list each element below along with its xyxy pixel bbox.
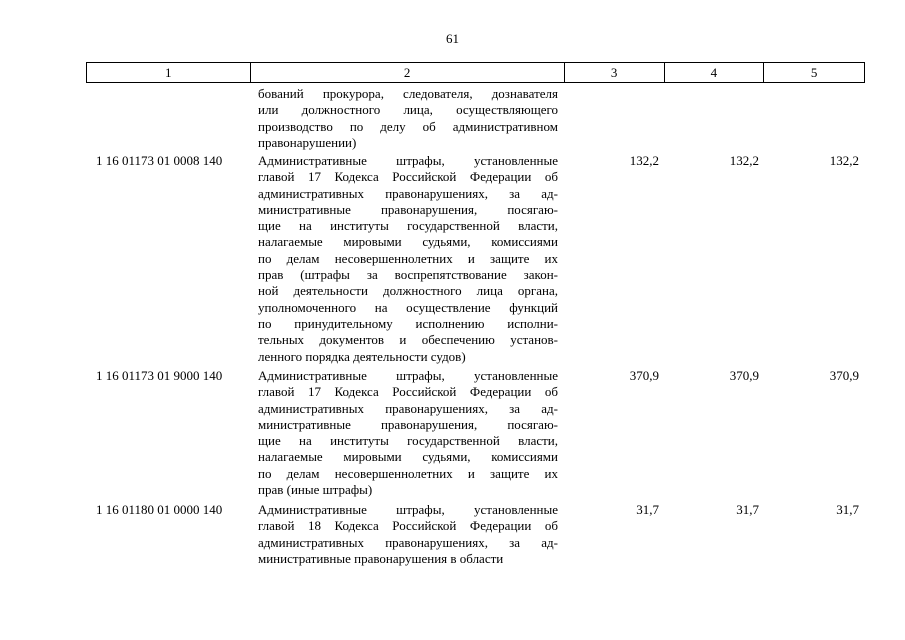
description-line: бований прокурора, следователя, дознавателя (258, 86, 558, 101)
description-line: министративные правонарушения, посягаю- (258, 201, 558, 217)
row-value-5: 31,7 (836, 502, 859, 517)
description-line: по делам несовершеннолетних и защите их (258, 465, 558, 481)
row-value-5: 370,9 (829, 368, 859, 383)
description-line: Административные штрафы, установленные (258, 368, 558, 383)
description-line: главой 18 Кодекса Российской Федерации об (258, 518, 558, 534)
description-line: производство по делу об административном (258, 118, 558, 134)
row-description (258, 153, 558, 365)
description-line: министративные правонарушения, посягаю- (258, 416, 558, 432)
column-header-5: 5 (810, 65, 818, 80)
description-line: налагаемые мировыми судьями, комиссиями (258, 234, 558, 250)
row-description (258, 368, 558, 498)
column-header-4: 4 (665, 63, 765, 82)
row-code: 1 16 01180 01 0000 140 (96, 502, 223, 517)
description-line: министративные правонарушения в области (258, 550, 504, 566)
row-value-4: 31,7 (736, 502, 759, 517)
description-line: главой 17 Кодекса Российской Федерации об (258, 384, 558, 400)
row-code: 1 16 01173 01 0008 140 (96, 153, 223, 168)
row-value-4: 132,2 (729, 153, 759, 168)
description-line: ленного порядка деятельности судов) (258, 348, 466, 364)
row-value-3: 132,2 (629, 153, 659, 168)
description-line: административных правонарушениях, за ад- (258, 534, 558, 550)
description-line: прав (штрафы за воспрепятствование закон- (258, 267, 558, 283)
column-header-3: 3 (565, 63, 665, 82)
description-line: налагаемые мировыми судьями, комиссиями (258, 449, 558, 465)
column-header-1: 1 (87, 63, 251, 82)
column-header-2: 2 (251, 63, 565, 82)
row-value-3: 31,7 (636, 502, 659, 517)
description-line: по принудительному исполнению исполни- (258, 315, 558, 331)
description-line: прав (иные штрафы) (258, 482, 373, 498)
row-value-5: 132,2 (829, 153, 859, 168)
description-line: Административные штрафы, установленные (258, 153, 558, 168)
description-line: Административные штрафы, установленные (258, 502, 558, 517)
description-line: или должностного лица, осуществляющего (258, 102, 558, 118)
description-line: ной деятельности должностного лица органа, (258, 283, 558, 299)
row-description (258, 502, 558, 567)
row-value-3: 370,9 (629, 368, 659, 383)
description-line: тельных документов и обеспечению установ- (258, 332, 558, 348)
description-line: главой 17 Кодекса Российской Федерации об (258, 169, 558, 185)
description-line: административных правонарушениях, за ад- (258, 185, 558, 201)
description-line: уполномоченного на осуществление функций (258, 299, 558, 315)
row-description (258, 86, 558, 151)
description-line: по делам несовершеннолетних и защите их (258, 250, 558, 266)
page-number: 61 (446, 31, 459, 46)
row-value-4: 370,9 (729, 368, 759, 383)
description-line: щие на институты государственной власти, (258, 433, 558, 449)
table-header (86, 62, 865, 83)
row-code: 1 16 01173 01 9000 140 (96, 368, 223, 383)
description-line: щие на институты государственной власти, (258, 218, 558, 234)
description-line: правонарушении) (258, 134, 357, 150)
description-line: административных правонарушениях, за ад- (258, 400, 558, 416)
